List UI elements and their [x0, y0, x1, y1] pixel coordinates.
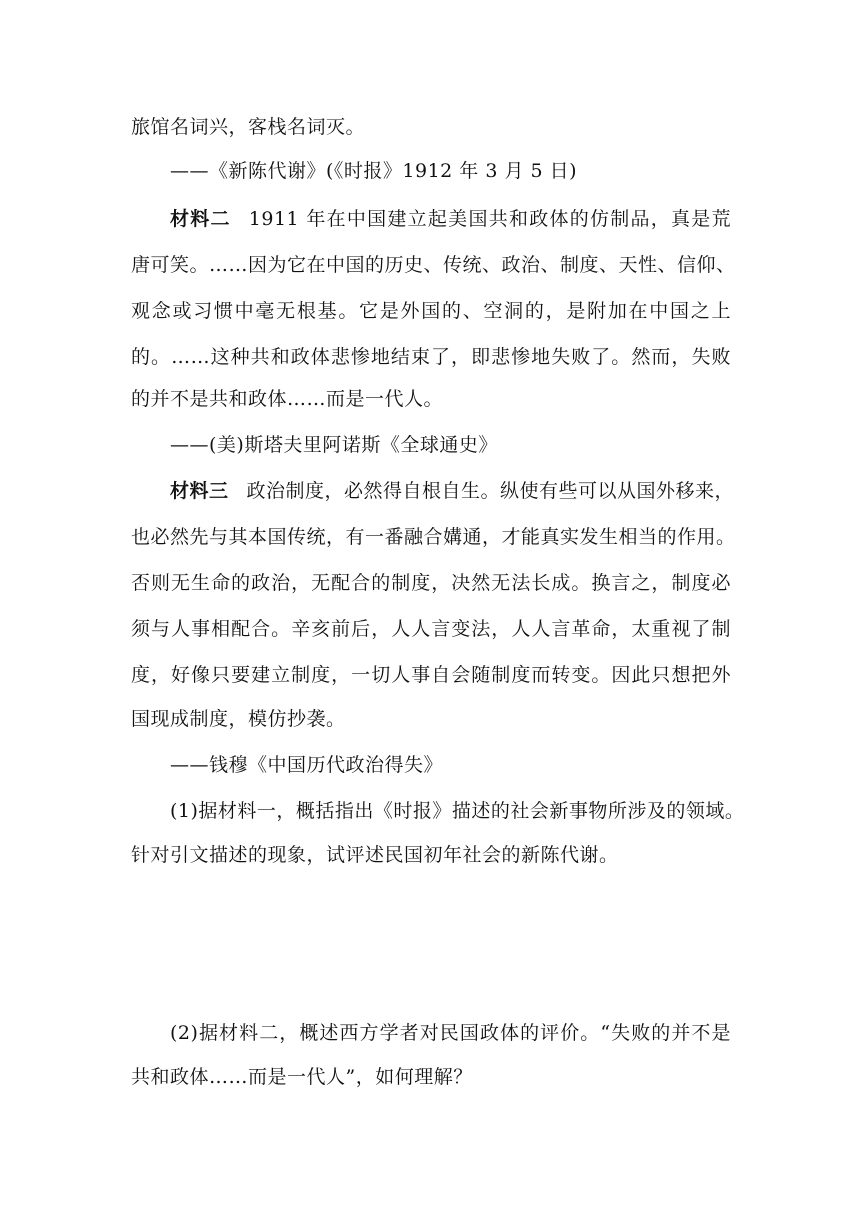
- material-two-source: ——(美)斯塔夫里阿诺斯《全球通史》: [170, 434, 498, 456]
- material-two-line-5: 的并不是共和政体……而是一代人。: [131, 388, 444, 410]
- material-two-label: 材料二: [170, 208, 231, 230]
- material-three-line-5: 度，好像只要建立制度，一切人事自会随制度而转变。因此只想把外: [131, 664, 731, 686]
- question-two-line-1: (2)据材料二，概述西方学者对民国政体的评价。“失败的并不是: [170, 1022, 731, 1044]
- material-three-line-1: [170, 479, 735, 503]
- material-three-line-6: 国现成制度，模仿抄袭。: [131, 708, 346, 730]
- material-two-line-2: 唐可笑。……因为它在中国的历史、传统、政治、制度、天性、信仰、: [131, 254, 736, 276]
- material-three-line-4: 须与人事相配合。辛亥前后，人人言变法，人人言革命，太重视了制: [131, 618, 731, 640]
- material-three-label: 材料三: [170, 480, 229, 502]
- question-one-line-2: 针对引文描述的现象，试评述民国初年社会的新陈代谢。: [131, 844, 619, 866]
- material-two-text-1: 1911 年在中国建立起美国共和政体的仿制品，真是荒: [248, 208, 731, 230]
- material-three-line-3: 否则无生命的政治，无配合的制度，决然无法长成。换言之，制度必: [131, 572, 731, 594]
- question-two-line-2: 共和政体……而是一代人”，如何理解？: [131, 1066, 473, 1088]
- material-three-text-1: 政治制度，必然得自根自生。纵使有些可以从国外移来，: [246, 480, 735, 502]
- material-three-source: ——钱穆《中国历代政治得失》: [170, 754, 444, 776]
- material-one-tail-line: 旅馆名词兴，客栈名词灭。: [131, 116, 366, 138]
- material-two-line-1: [170, 207, 731, 231]
- material-one-source: ——《新陈代谢》(《时报》1912 年 3 月 5 日): [170, 160, 578, 182]
- material-three-line-2: 也必然先与其本国传统，有一番融合媾通，才能真实发生相当的作用。: [131, 526, 736, 548]
- question-one-line-1: (1)据材料一，概括指出《时报》描述的社会新事物所涉及的领域。: [170, 800, 745, 822]
- material-two-line-3: 观念或习惯中毫无根基。它是外国的、空洞的，是附加在中国之上: [131, 300, 731, 322]
- material-two-line-4: 的。……这种共和政体悲惨地结束了，即悲惨地失败了。然而，失败: [131, 346, 731, 368]
